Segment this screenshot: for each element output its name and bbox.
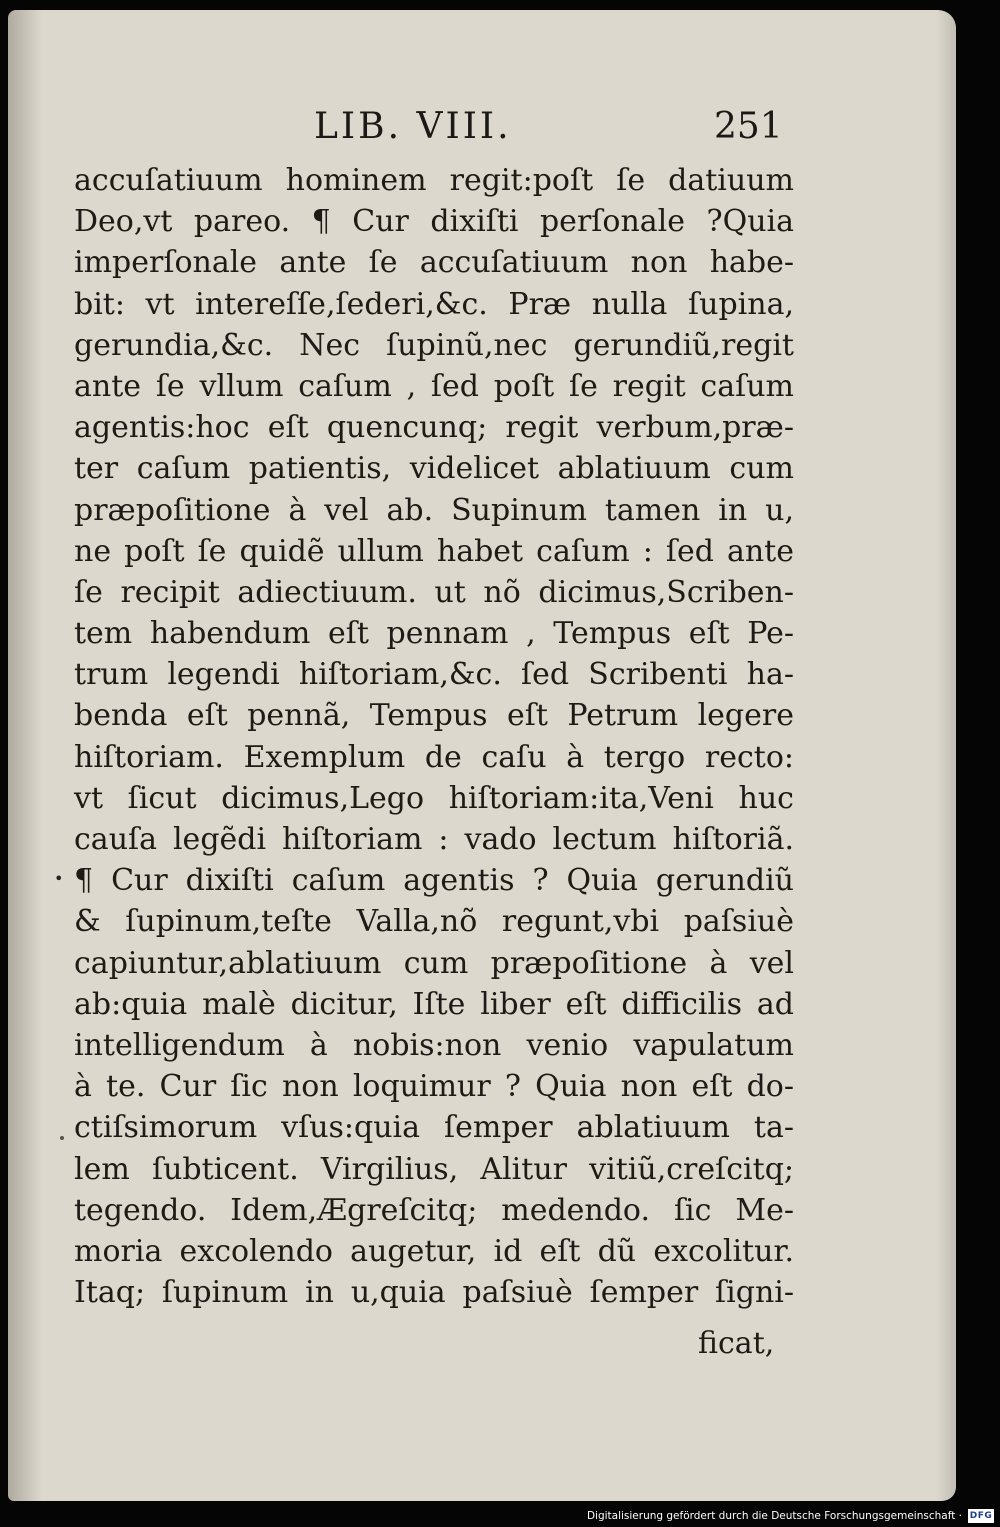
- text-line: benda eſt pennã, Tempus eſt Petrum legere: [74, 698, 794, 734]
- text-line: gerundia,&c. Nec ſupinũ,nec gerundiũ,regit: [74, 327, 794, 363]
- page-number: 251: [714, 106, 783, 147]
- text-line: præpoſitione à vel ab. Supinum tamen in u,: [74, 492, 794, 528]
- text-line: hiſtoriam. Exemplum de caſu à tergo recto:: [74, 739, 794, 775]
- text-line: trum legendi hiſtoriam,&c. ſed Scribenti ha-: [74, 657, 794, 693]
- text-line: cauſa legẽdi hiſtoriam : vado lectum hiſtoriã.: [74, 822, 794, 857]
- text-line: Itaq; ſupinum in u,quia paſsiuè ſemper ſigni-: [74, 1275, 794, 1311]
- text-line: imperſonale ante ſe accuſatiuum non habe-: [74, 245, 794, 281]
- text-line: capiuntur,ablatiuum cum præpoſitione à vel: [74, 945, 794, 981]
- text-line: agentis:hoc eſt quencunq; regit verbum,præ-: [74, 410, 794, 446]
- margin-dot-icon: [60, 1136, 64, 1140]
- text-line: ne poſt ſe quidẽ ullum habet caſum : ſed ante: [74, 533, 794, 569]
- text-line: ante ſe vllum caſum , ſed poſt ſe regit caſum: [74, 368, 794, 404]
- book-page: [8, 10, 956, 1501]
- text-line: à te. Cur ſic non loquimur ? Quia non eſt do-: [74, 1069, 794, 1105]
- text-line: ſe recipit adiectiuum. ut nõ dicimus,Scriben-: [74, 574, 794, 610]
- text-line: ab:quia malè dicitur, Iſte liber eſt difficilis ad: [74, 986, 794, 1022]
- catchword: ficat,: [698, 1326, 775, 1361]
- text-line: intelligendum à nobis:non venio vapulatum: [74, 1027, 794, 1063]
- text-line: vt ſicut dicimus,Lego hiſtoriam:ita,Veni huc: [74, 780, 794, 816]
- funding-credit: Digitalisierung gefördert durch die Deutsche Forschungsgemeinschaft ·: [586, 1510, 962, 1522]
- margin-mark-icon: •: [54, 869, 64, 888]
- text-line: Deo,vt pareo. ¶ Cur dixiſti perſonale ?Quia: [74, 204, 794, 240]
- text-line: moria excolendo augetur, id eſt dũ excolitur.: [74, 1233, 794, 1269]
- text-line: lem ſubticent. Virgilius, Alitur vitiũ,creſcitq;: [74, 1151, 794, 1187]
- text-line: ctiſsimorum vſus:quia ſemper ablatiuum ta-: [74, 1110, 794, 1146]
- text-line: tem habendum eſt pennam , Tempus eſt Pe-: [74, 616, 794, 652]
- text-line: & ſupinum,teſte Valla,nõ regunt,vbi paſsiuè: [74, 904, 794, 940]
- text-line: bit: vt intereſſe,ſederi,&c. Præ nulla ſupina,: [74, 286, 794, 322]
- text-line: accuſatiuum hominem regit:poſt ſe datiuum: [74, 163, 794, 198]
- text-line: ¶ Cur dixiſti caſum agentis ? Quia gerundiũ: [74, 863, 794, 899]
- body-text: [74, 160, 794, 1313]
- text-line: tegendo. Idem,Ægreſcitq; medendo. ſic Me-: [74, 1192, 794, 1228]
- page-header: [8, 102, 956, 152]
- running-head: LIB. VIII.: [314, 106, 512, 147]
- digitization-footer: [0, 1506, 1000, 1527]
- text-line: ter caſum patientis, videlicet ablatiuum cum: [74, 451, 794, 487]
- dfg-logo-icon: DFG: [969, 1511, 993, 1521]
